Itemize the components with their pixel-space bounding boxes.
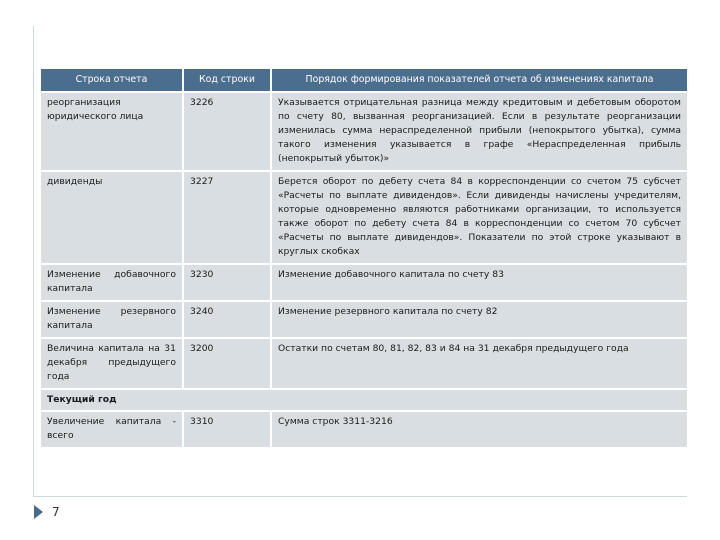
row-code: 3200 [182, 339, 270, 388]
bottom-horizontal-rule [33, 496, 687, 497]
row-code: 3310 [182, 412, 270, 447]
row-code: 3240 [182, 302, 270, 337]
row-code: 3226 [182, 93, 270, 170]
section-label: Текущий год [41, 390, 687, 410]
table-row [41, 172, 687, 263]
row-description: Изменение добавочного капитала по счету 83 [270, 265, 687, 300]
row-code: 3230 [182, 265, 270, 300]
header-line-code: Код строки [182, 69, 270, 91]
row-description: Указывается отрицательная разница между кредитовым и дебетовым оборотом по счету 80, вызванная реорганизацией. Если в результате реорганизации изменилась сумма нераспределенной прибыли (непокрытого убытка), сумма такого изменения указывается в графе «Нераспределенная прибыль (непокрытый убыток)» [270, 93, 687, 170]
table-row [41, 412, 687, 447]
capital-changes-table [41, 67, 687, 449]
row-description: Остатки по счетам 80, 81, 82, 83 и 84 на 31 декабря предыдущего года [270, 339, 687, 388]
left-vertical-rule [33, 26, 34, 496]
row-name: Величина капитала на 31 декабря предыдущего года [41, 339, 182, 388]
table-row [41, 265, 687, 300]
table-header-row [41, 69, 687, 91]
row-description: Сумма строк 3311-3216 [270, 412, 687, 447]
row-name: реорганизация юридического лица [41, 93, 182, 170]
table-row [41, 93, 687, 170]
row-name: Изменение резервного капитала [41, 302, 182, 337]
header-report-line: Строка отчета [41, 69, 182, 91]
row-name: дивиденды [41, 172, 182, 263]
table-row [41, 302, 687, 337]
row-description: Изменение резервного капитала по счету 82 [270, 302, 687, 337]
row-name: Увеличение капитала - всего [41, 412, 182, 447]
header-procedure: Порядок формирования показателей отчета об изменениях капитала [270, 69, 687, 91]
row-name: Изменение добавочного капитала [41, 265, 182, 300]
table-row [41, 339, 687, 388]
section-row [41, 390, 687, 410]
row-code: 3227 [182, 172, 270, 263]
row-description: Берется оборот по дебету счета 84 в корреспонденции со счетом 75 субсчет «Расчеты по выплате дивидендов». Если дивиденды начислены учредителям, которые одновременно являются работниками организации, то используется также оборот по дебету счета 84 в корреспонденции со счетом 70 субсчет «Расчеты по выплате дивидендов». Показатели по этой строке указывают в круглых скобках [270, 172, 687, 263]
slide-number: 7 [52, 505, 60, 519]
slide-marker-arrow-icon [34, 505, 43, 519]
